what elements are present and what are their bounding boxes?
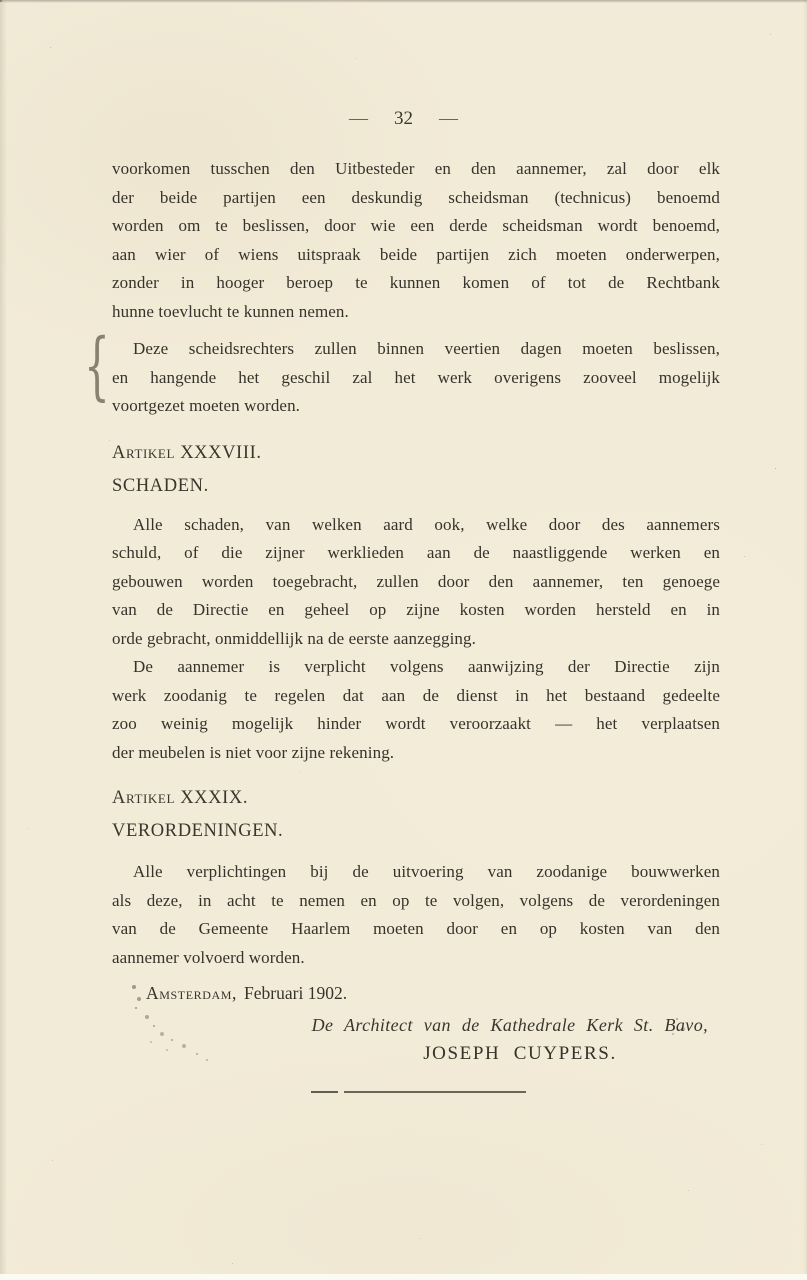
dateline-place: Amsterdam, xyxy=(146,983,238,1003)
divider-long-rule xyxy=(344,1091,526,1093)
text-line: en hangende het geschil zal het werk overigens zooveel mogelijk xyxy=(112,367,720,387)
divider-short-rule xyxy=(311,1091,338,1093)
text-line: gebouwen worden toegebracht, zullen door den aannemer, ten genoege xyxy=(112,571,720,591)
text-line: van de Gemeente Haarlem moeten door en op kosten van den xyxy=(112,919,720,938)
signature-role: De Architect van de Kathedrale Kerk St. Bavo, xyxy=(311,1015,708,1035)
text-line: De aannemer is verplicht volgens aanwijzing der Directie zijn xyxy=(133,657,720,676)
scan-edge-top xyxy=(0,0,807,3)
text-line: der meubelen is niet voor zijne rekening. xyxy=(112,742,395,762)
paragraph-damages-2 xyxy=(112,653,720,767)
text-line: der beide partijen een deskundig scheidsman (technicus) benoemd xyxy=(112,187,720,207)
text-line: worden om te beslissen, door wie een derde scheidsman wordt benoemd, xyxy=(112,216,720,235)
dateline-date: Februari 1902. xyxy=(244,983,348,1003)
text-line: van de Directie en geheel op zijne kosten worden hersteld en in xyxy=(112,600,720,619)
end-divider xyxy=(311,1091,720,1093)
paragraph-damages-1 xyxy=(112,511,720,654)
text-line: zoo weinig mogelijk hinder wordt veroorzaakt — het verplaatsen xyxy=(112,714,720,733)
text-line: als deze, in acht te nemen en op te volgen, volgens de verordeningen xyxy=(112,890,720,910)
text-line: voortgezet moeten worden. xyxy=(112,396,301,415)
page-number xyxy=(0,108,807,130)
heading-artikel-39 xyxy=(112,782,720,848)
paper-specks xyxy=(0,0,1,1)
text-line: Deze scheidsrechters zullen binnen veertien dagen moeten beslissen, xyxy=(133,339,720,358)
handwritten-margin-brace: { xyxy=(84,323,110,409)
text-line: Alle verplichtingen bij de uitvoering van zoodanige bouwwerken xyxy=(133,862,720,881)
text-line: orde gebracht, onmiddellijk na de eerste aanzegging. xyxy=(112,628,476,648)
page-number-dash-left: — xyxy=(349,109,368,128)
text-line: werk zoodanig te regelen dat aan de dienst in het bestaand gedeelte xyxy=(112,685,720,705)
page-number-dash-right: — xyxy=(439,109,458,128)
text-line: zonder in hooger beroep te kunnen komen of tot de Rechtbank xyxy=(112,273,720,292)
signature-name: JOSEPH CUYPERS. xyxy=(423,1043,617,1064)
section-title: VERORDENINGEN. xyxy=(112,821,284,841)
text-line: aan wier of wiens uitspraak beide partijen zich moeten onderwerpen, xyxy=(112,244,720,264)
paragraph-arbiters-decision xyxy=(112,335,720,421)
text-column xyxy=(112,155,720,1093)
text-line: aannemer volvoerd worden. xyxy=(112,947,305,967)
scan-edge-bottom xyxy=(0,1274,807,1280)
page-number-value: 32 xyxy=(394,108,413,129)
section-title: SCHADEN. xyxy=(112,475,209,496)
text-line: voorkomen tusschen den Uitbesteder en den aannemer, zal door elk xyxy=(112,159,720,178)
paragraph-regulations xyxy=(112,858,720,972)
text-line: Alle schaden, van welken aard ook, welke door des aannemers xyxy=(133,514,720,534)
dateline xyxy=(112,980,720,1006)
scan-edge-right xyxy=(803,0,807,1280)
text-line: schuld, of die zijner werklieden aan de naastliggende werken en xyxy=(112,543,720,562)
scan-edge-left xyxy=(0,0,7,1280)
artikel-number: Artikel XXXIX. xyxy=(112,788,249,808)
paragraph-arbitration xyxy=(112,155,720,326)
artikel-number: Artikel XXXVIII. xyxy=(112,442,262,463)
text-line: hunne toevlucht te kunnen nemen. xyxy=(112,301,349,321)
heading-artikel-38 xyxy=(112,437,720,503)
